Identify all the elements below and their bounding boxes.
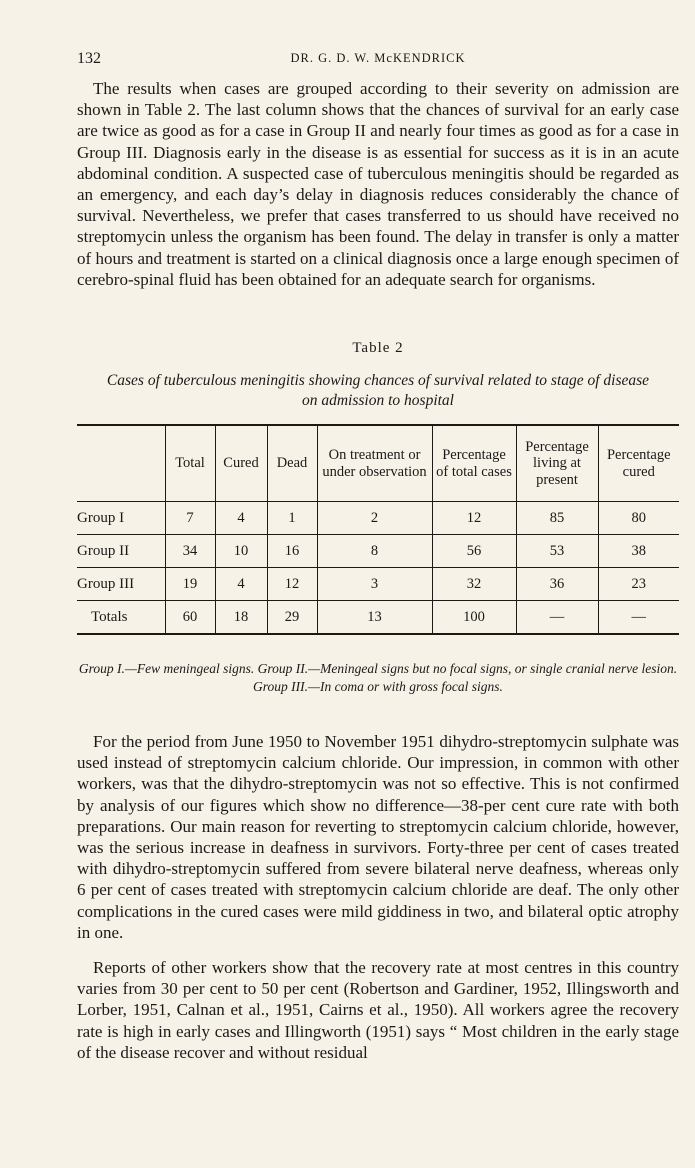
table-cell: 18 xyxy=(215,601,267,635)
page-header xyxy=(77,50,679,70)
table-cell: 12 xyxy=(267,568,317,601)
table-cell: 8 xyxy=(317,535,432,568)
row-label: Group II xyxy=(77,535,165,568)
table-totals-row xyxy=(77,601,679,635)
body-paragraph-2: For the period from June 1950 to November 1951 dihydro-streptomycin sulphate was used instead of streptomycin calcium chloride. Our impression, in common with other workers, was that the dihydro-streptomycin was not so effective. This is not confirmed by analysis of our figures which show no difference—38-per cent cure rate with both preparations. Our main reason for reverting to streptomycin calcium chloride, however, was the serious increase in deafness in survivors. Forty-three per cent of cases treated with dihydro-streptomycin suffered from severe bilateral nerve deafness, whereas only 6 per cent of cases treated with streptomycin calcium chloride are deaf. The only other complications in the cured cases were mild giddiness in two, and bilateral optic atrophy in one. xyxy=(77,732,679,942)
table-cell: 36 xyxy=(516,568,598,601)
table-cell: 19 xyxy=(165,568,215,601)
table-footnote: Group I.—Few meningeal signs. Group II.—Meningeal signs but no focal signs, or single cranial nerve lesion. Group III.—In coma or with gross focal signs. xyxy=(78,661,678,694)
table-cell: 56 xyxy=(432,535,516,568)
page-number: 132 xyxy=(77,50,101,67)
table-cell: 53 xyxy=(516,535,598,568)
table-cell: — xyxy=(598,601,679,635)
table-cell: 34 xyxy=(165,535,215,568)
table-cell: 100 xyxy=(432,601,516,635)
running-head: DR. G. D. W. McKENDRICK xyxy=(290,51,466,65)
row-label: Group I xyxy=(77,502,165,535)
column-header: Percentage living at present xyxy=(516,425,598,502)
column-header xyxy=(77,425,165,502)
table-cell: 13 xyxy=(317,601,432,635)
row-label: Group III xyxy=(77,568,165,601)
column-header: Percentage cured xyxy=(598,425,679,502)
body-paragraph-3: Reports of other workers show that the recovery rate at most centres in this country varies from 30 per cent to 50 per cent (Robertson and Gardiner, 1952, Illingsworth and Lorber, 1951, Calnan et al., 1951, Cairns et al., 1950). All workers agree the recovery rate is high in early cases and Illingworth (1951) says “ Most children in the early stage of the disease recover and without residual xyxy=(77,958,679,1062)
table-title: Table 2 xyxy=(352,340,404,356)
table-cell: 1 xyxy=(267,502,317,535)
column-header: Dead xyxy=(267,425,317,502)
table-container xyxy=(77,424,679,635)
table-row xyxy=(77,535,679,568)
table-cell: 32 xyxy=(432,568,516,601)
results-table xyxy=(77,424,679,635)
row-label: Totals xyxy=(91,608,128,625)
table-cell: 16 xyxy=(267,535,317,568)
table-cell: 4 xyxy=(215,568,267,601)
table-cell: 29 xyxy=(267,601,317,635)
table-row xyxy=(77,568,679,601)
body-paragraph-1: The results when cases are grouped according to their severity on admission are shown in Table 2. The last column shows that the chances of survival for an early case are twice as good as for a case in Group II and nearly four times as good as for a case in Group III. Diagnosis early in the disease is as essential for success as it is in an acute abdominal condition. A suspected case of tuberculous meningitis should be regarded as an emergency, and each day’s delay in diagnosis reduces considerably the chance of survival. Nevertheless, we prefer that cases transferred to us should have received no streptomycin unless the organism has been found. The delay in transfer is only a matter of hours and treatment is started on a clinical diagnosis once a large enough specimen of cerebro-spinal fluid has been obtained for an adequate search for organisms. xyxy=(77,79,679,289)
table-cell: 12 xyxy=(432,502,516,535)
table-cell: 80 xyxy=(598,502,679,535)
column-header: Total xyxy=(165,425,215,502)
table-cell: 7 xyxy=(165,502,215,535)
column-header: Cured xyxy=(215,425,267,502)
table-cell: 2 xyxy=(317,502,432,535)
table-cell: 3 xyxy=(317,568,432,601)
table-cell: — xyxy=(516,601,598,635)
table-header-row xyxy=(77,425,679,502)
table-cell: 60 xyxy=(165,601,215,635)
table-caption: Cases of tuberculous meningitis showing chances of survival related to stage of disease on admission to hospital xyxy=(106,372,650,409)
column-header: On treatment or under observation xyxy=(317,425,432,502)
table-cell: 4 xyxy=(215,502,267,535)
table-cell: 10 xyxy=(215,535,267,568)
column-header: Percentage of total cases xyxy=(432,425,516,502)
table-row xyxy=(77,502,679,535)
table-cell: 85 xyxy=(516,502,598,535)
table-cell: 23 xyxy=(598,568,679,601)
table-cell: 38 xyxy=(598,535,679,568)
